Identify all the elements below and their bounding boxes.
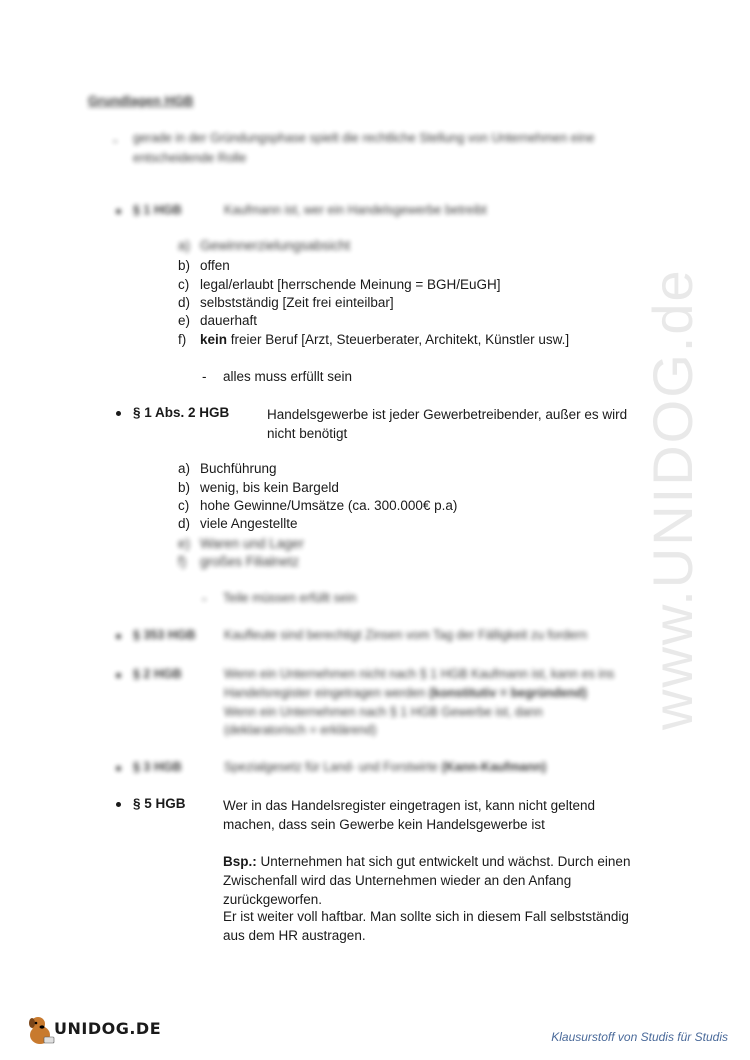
section-heading: § 2 HGB — [133, 667, 182, 681]
bullet — [116, 634, 121, 639]
logo-text: UNIDOG.DE — [54, 1019, 162, 1038]
section-description: Kaufleute sind berechtigt Zinsen vom Tag der Fälligkeit zu fordern — [224, 628, 588, 642]
section-heading: § 353 HGB — [133, 628, 196, 642]
section-heading: § 1 Abs. 2 HGB — [133, 405, 230, 420]
bullet — [116, 673, 121, 678]
list-item: b) wenig, bis kein Bargeld — [178, 480, 339, 495]
list-item: c) hohe Gewinne/Umsätze (ca. 300.000€ p.a) — [178, 498, 458, 513]
list-item: d) selbstständig [Zeit frei einteilbar] — [178, 295, 394, 310]
watermark: www.UNIDOG.de — [641, 268, 704, 730]
footer-tagline: Klausurstoff von Studis für Studis — [551, 1030, 728, 1044]
intro-text: gerade in der Gründungsphase spielt die rechtliche Stellung von Unternehmen eine entscheidende Rolle — [133, 131, 595, 165]
list-item: e) dauerhaft — [178, 313, 258, 328]
note-dash: - — [202, 591, 207, 606]
list-item: e) Waren und Lager — [178, 536, 304, 551]
intro-dash: - — [113, 133, 118, 148]
section-description: Wer in das Handelsregister eingetragen ist, kann nicht geltend machen, dass sein Gewerbe kein Handelsgewerbe ist — [223, 798, 595, 832]
section-heading: § 5 HGB — [133, 796, 186, 811]
list-item: a) Gewinnerzielungsabsicht — [178, 238, 351, 253]
section-description: Handelsgewerbe ist jeder Gewerbetreibender, außer es wird nicht benötigt — [267, 407, 628, 441]
list-item: f) kein freier Beruf [Arzt, Steuerberater, Architekt, Künstler usw.] — [178, 332, 570, 347]
bullet — [116, 802, 121, 807]
bullet — [116, 411, 121, 416]
list-item: d) viele Angestellte — [178, 516, 298, 531]
section-line: Handelsregister eingetragen werden (konstitutiv = begründend) — [224, 686, 587, 700]
list-item: a) Buchführung — [178, 461, 277, 476]
section-line: (deklaratorisch = erklärend) — [224, 723, 377, 737]
bullet — [116, 766, 121, 771]
section-description: Spezialgesetz für Land- und Forstwirte (Kann-Kaufmann) — [224, 760, 547, 774]
note-text: Teile müssen erfüllt sein — [223, 591, 357, 605]
list-item: b) offen — [178, 258, 230, 273]
note-dash: - — [202, 369, 207, 384]
section-line: Wenn ein Unternehmen nicht nach § 1 HGB Kaufmann ist, kann es ins — [224, 667, 615, 681]
section-line: Wenn ein Unternehmen nach § 1 HGB Gewerbe ist, dann — [224, 705, 543, 719]
note-text: alles muss erfüllt sein — [223, 369, 353, 384]
list-item: f) großes Filialnetz — [178, 554, 300, 569]
section-heading: § 3 HGB — [133, 760, 182, 774]
page-title: Grundlagen HGB — [88, 93, 194, 108]
example-text: Bsp.: Unternehmen hat sich gut entwickelt und wächst. Durch einen Zwischenfall wird das Unternehmen wieder an den Anfang zurückgeworfen. — [223, 854, 631, 907]
unidog-logo — [24, 1013, 162, 1047]
example-text-2: Er ist weiter voll haftbar. Man sollte sich in diesem Fall selbstständig aus dem HR austragen. — [223, 909, 629, 943]
dog-icon — [24, 1013, 58, 1047]
section-heading: § 1 HGB — [133, 203, 182, 217]
bullet — [116, 209, 121, 214]
list-item: c) legal/erlaubt [herrschende Meinung = BGH/EuGH] — [178, 277, 501, 292]
section-description: Kaufmann ist, wer ein Handelsgewerbe betreibt — [224, 203, 487, 217]
